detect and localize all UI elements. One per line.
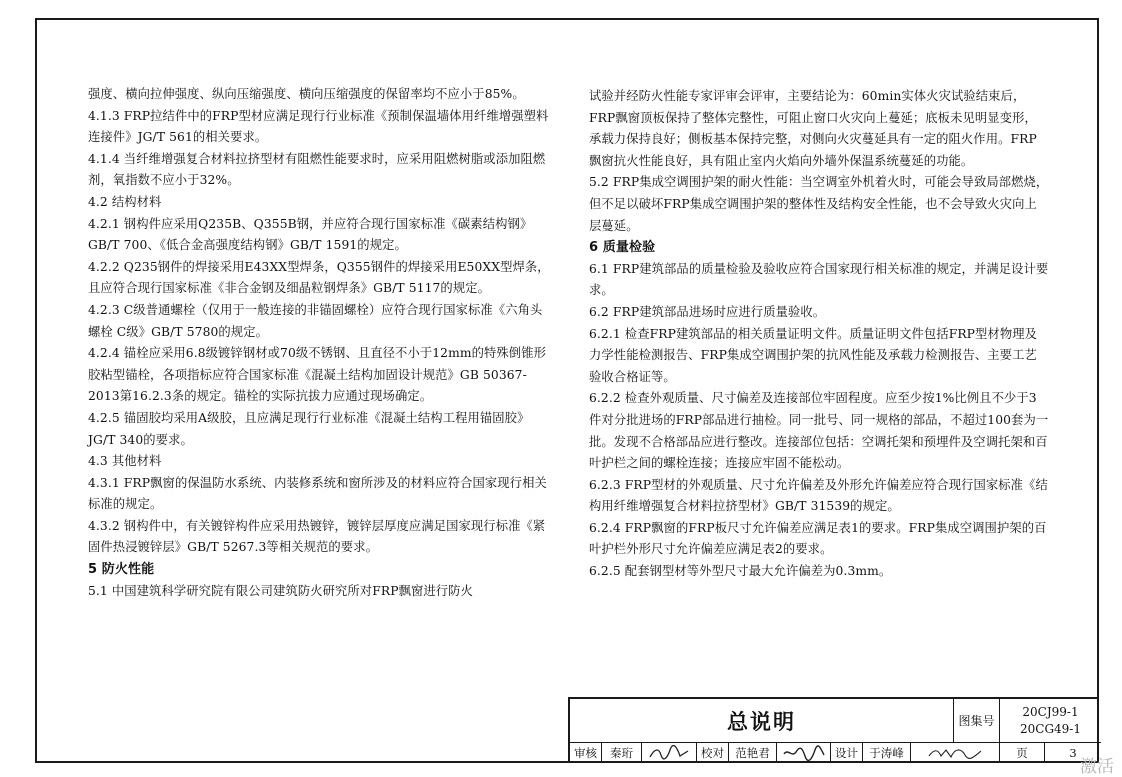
paragraph: 6.2.5 配套钢型材等外型尺寸最大允许偏差为0.3mm。 xyxy=(589,564,892,579)
section-heading-fire-performance: 5 防火性能 xyxy=(88,562,155,578)
paragraph: 6.2.1 检查FRP建筑部品的相关质量证明文件。质量证明文件包括FRP型材物理及力学性能检测报告、FRP集成空调围护架的抗风性能及承载力检测报告、主要工艺验收合格证等。 xyxy=(589,326,1038,384)
paragraph: 6.2.3 FRP型材的外观质量、尺寸允许偏差及外形允许偏差应符合现行国家标准《结构用纤维增强复合材料拉挤型材》GB/T 31539的规定。 xyxy=(589,477,1048,514)
designer-signature xyxy=(911,743,1000,763)
left-text-column xyxy=(88,84,552,602)
activation-watermark: 激活 xyxy=(1080,757,1114,777)
paragraph: 6.1 FRP建筑部品的质量检验及验收应符合国家现行相关标准的规定，并满足设计要求。 xyxy=(589,261,1049,298)
checker-signature-scribble xyxy=(781,745,827,761)
page-number: 3 xyxy=(1069,746,1077,760)
section-heading-quality-inspection: 6 质量检验 xyxy=(589,240,656,256)
checker-name: 范艳君 xyxy=(729,743,777,763)
review-label: 审核 xyxy=(570,743,602,763)
designer-name: 于涛峰 xyxy=(863,743,911,763)
drawing-title: 总说明 xyxy=(570,699,954,743)
paragraph: 强度、横向拉伸强度、纵向压缩强度、横向压缩强度的保留率均不应小于85%。 xyxy=(88,87,525,101)
paragraph: 4.2.5 锚固胶均采用A级胶，且应满足现行行业标准《混凝土结构工程用锚固胶》JG/T 340的要求。 xyxy=(88,410,530,447)
paragraph: 试验并经防火性能专家评审会评审，主要结论为：60min实体火灾试验结束后，FRP飘窗顶板保持了整体完整性，可阻止窗口火灾向上蔓延；底板未见明显变形，承载力保持良好；侧板基本保持完整，对侧向火灾蔓延具有一定的阻火作用。FRP飘窗抗火性能良好，具有阻止室内火焰向外墙外保温系统蔓延的功能。 xyxy=(589,89,1037,168)
paragraph: 4.3.1 FRP飘窗的保温防水系统、内装修系统和窗所涉及的材料应符合国家现行相关标准的规定。 xyxy=(88,475,547,512)
atlas-number-label: 图集号 xyxy=(954,699,1000,743)
designer-signature-scribble xyxy=(925,745,985,761)
reviewer-signature xyxy=(642,743,697,763)
atlas-number-1: 20CJ99-1 xyxy=(1022,704,1079,719)
paragraph: 4.2 结构材料 xyxy=(88,194,162,209)
check-label: 校对 xyxy=(697,743,729,763)
paragraph: 6.2 FRP建筑部品进场时应进行质量验收。 xyxy=(589,304,826,319)
atlas-number-2: 20CG49-1 xyxy=(1020,721,1081,736)
paragraph: 6.2.4 FRP飘窗的FRP板尺寸允许偏差应满足表1的要求。FRP集成空调围护架的百叶护栏外形尺寸允许偏差应满足表2的要求。 xyxy=(589,520,1047,557)
checker-signature xyxy=(777,743,831,763)
paragraph: 4.2.1 钢构件应采用Q235B、Q355B钢，并应符合现行国家标准《碳素结构钢》GB/T 700、《低合金高强度结构钢》GB/T 1591的规定。 xyxy=(88,216,533,253)
paragraph: 4.1.3 FRP拉结件中的FRP型材应满足现行行业标准《预制保温墙体用纤维增强塑料连接件》JG/T 561的相关要求。 xyxy=(88,108,549,145)
paragraph: 5.2 FRP集成空调围护架的耐火性能：当空调室外机着火时，可能会导致局部燃烧，但不足以破坏FRP集成空调围护架的整体性及结构安全性能，也不会导致火灾向上层蔓延。 xyxy=(589,175,1049,233)
title-block xyxy=(568,697,1099,763)
right-text-column xyxy=(589,86,1049,583)
paragraph: 4.2.4 锚栓应采用6.8级镀锌钢材或70级不锈钢、且直径不小于12mm的特殊倒锥形胶粘型锚栓，各项指标应符合国家标准《混凝土结构加固设计规范》GB 50367-2013第16.2.3条的规定。锚栓的实际抗拔力应通过现场确定。 xyxy=(88,346,546,404)
signature-row xyxy=(570,743,1101,763)
paragraph: 4.2.2 Q235钢件的焊接采用E43XX型焊条，Q355钢件的焊接采用E50XX型焊条，且应符合现行国家标准《非合金钢及细晶粒钢焊条》GB/T 5117的规定。 xyxy=(88,259,550,296)
paragraph: 4.1.4 当纤维增强复合材料拉挤型材有阻燃性能要求时，应采用阻燃树脂或添加阻燃剂，氧指数不应小于32%。 xyxy=(88,151,546,188)
atlas-number xyxy=(1000,699,1101,743)
paragraph: 4.3 其他材料 xyxy=(88,454,162,469)
paragraph: 4.2.3 C级普通螺栓（仅用于一般连接的非锚固螺栓）应符合现行国家标准《六角头螺栓 C级》GB/T 5780的规定。 xyxy=(88,302,543,339)
reviewer-name: 秦珩 xyxy=(602,743,642,763)
paragraph: 6.2.2 检查外观质量、尺寸偏差及连接部位牢固程度。应至少按1%比例且不少于3件对分批进场的FRP部品进行抽检。同一批号、同一规格的部品，不超过100套为一批。发现不合格部品应进行整改。连接部位包括：空调托架和预埋件及空调托架和百叶护栏之间的螺栓连接；连接应牢固不能松动。 xyxy=(589,391,1049,471)
paragraph: 4.3.2 钢构件中，有关镀锌构件应采用热镀锌，镀锌层厚度应满足国家现行标准《紧固件热浸镀锌层》GB/T 5267.3等相关规范的要求。 xyxy=(88,518,546,555)
paragraph: 5.1 中国建筑科学研究院有限公司建筑防火研究所对FRP飘窗进行防火 xyxy=(88,583,473,598)
design-label: 设计 xyxy=(831,743,863,763)
reviewer-signature-scribble xyxy=(647,745,691,761)
page-label: 页 xyxy=(1000,743,1045,763)
